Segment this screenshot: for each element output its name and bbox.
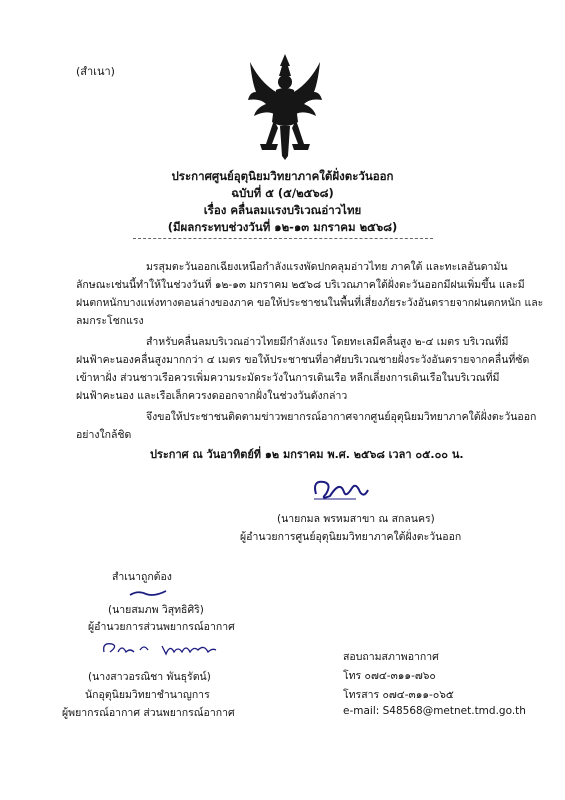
paragraph-line: เข้าหาฝั่ง ส่วนชาวเรือควรเพิ่มความระมัดระวังในการเดินเรือ หลีกเลี่ยงการเดินเรือในบริเวณที่มี — [76, 372, 500, 384]
paragraph-line: จึงขอให้ประชาชนติดตามข่าวพยากรณ์อากาศจากศูนย์อุตุนิยมวิทยาภาคใต้ฝั่งตะวันออก — [146, 411, 537, 423]
contact-email[interactable]: e-mail: S48568@metnet.tmd.go.th — [343, 705, 526, 717]
contact-fax: โทรสาร ๐๗๔-๓๑๑-๐๖๕ — [343, 689, 454, 701]
announcement-issue: ฉบับที่ ๕ (๕/๒๕๖๘) — [231, 186, 334, 200]
divider — [133, 238, 433, 239]
paragraph-line: ฝนฟ้าคะนองคลื่นสูงมากกว่า ๔ เมตร ขอให้ประชาชนที่อาศัยบริเวณชายฝั่งระวังอันตรายจากคลื่นที่ซัด — [76, 354, 530, 366]
certifier-name: (นายสมภพ วิสุทธิศิริ) — [108, 604, 204, 616]
director-name: (นายกมล พรหมสาขา ณ สกลนคร) — [277, 513, 435, 525]
paragraph-line: ฝนตกหนักบางแห่งทางตอนล่างของภาค ขอให้ประชาชนในพื้นที่เสี่ยงภัยระวังอันตรายจากฝนตกหนัก และ — [76, 297, 544, 309]
announcement-date: ประกาศ ณ วันอาทิตย์ที่ ๑๒ มกราคม พ.ศ. ๒๕๖๘ เวลา ๐๕.๐๐ น. — [150, 448, 464, 461]
paragraph-line: ลมกระโชกแรง — [76, 315, 144, 327]
announcement-subject: เรื่อง คลื่นลมแรงบริเวณอ่าวไทย — [203, 203, 362, 217]
garuda-emblem-icon — [246, 52, 324, 162]
announcement-title: ประกาศศูนย์อุตุนิยมวิทยาภาคใต้ฝั่งตะวันออก — [171, 169, 394, 183]
announcement-effective: (มีผลกระทบช่วงวันที่ ๑๒-๑๓ มกราคม ๒๕๖๘) — [167, 220, 398, 234]
contact-heading: สอบถามสภาพอากาศ — [343, 651, 439, 663]
paragraph-line: ลักษณะเช่นนี้ทำให้ในช่วงวันที่ ๑๒-๑๓ มกราคม ๒๕๖๘ บริเวณภาคใต้ฝั่งตะวันออกมีฝนเพิ่มขึ้น และมี — [76, 279, 525, 291]
paragraph-1 — [76, 258, 544, 330]
contact-phone: โทร ๐๗๔-๓๑๑-๗๖๐ — [343, 670, 436, 682]
forecaster-position-1: นักอุตุนิยมวิทยาชำนาญการ — [85, 689, 210, 701]
paragraph-2 — [76, 333, 530, 405]
director-signature — [310, 474, 372, 504]
director-position: ผู้อำนวยการศูนย์อุตุนิยมวิทยาภาคใต้ฝั่งตะวันออก — [240, 531, 462, 543]
paragraph-line: ฝนฟ้าคะนอง และเรือเล็กควรงดออกจากฝั่งในช่วงวันดังกล่าว — [76, 390, 348, 402]
paragraph-line: สำหรับคลื่นลมบริเวณอ่าวไทยมีกำลังแรง โดยทะเลมีคลื่นสูง ๒-๔ เมตร บริเวณที่มี — [146, 336, 509, 348]
certifier-position: ผู้อำนวยการส่วนพยากรณ์อากาศ — [88, 621, 235, 633]
copy-tag: (สำเนา) — [76, 65, 115, 78]
certifier-signature — [128, 586, 168, 600]
paragraph-3 — [76, 408, 537, 444]
forecaster-signature — [100, 638, 220, 660]
certified-label: สำเนาถูกต้อง — [112, 571, 172, 583]
forecaster-position-2: ผู้พยากรณ์อากาศ ส่วนพยากรณ์อากาศ — [62, 707, 235, 719]
forecaster-name: (นางสาวอรณิชา พันธุรัตน์) — [88, 671, 211, 683]
paragraph-line: อย่างใกล้ชิด — [76, 429, 132, 441]
paragraph-line: มรสุมตะวันออกเฉียงเหนือกำลังแรงพัดปกคลุมอ่าวไทย ภาคใต้ และทะเลอันดามัน — [146, 261, 508, 273]
